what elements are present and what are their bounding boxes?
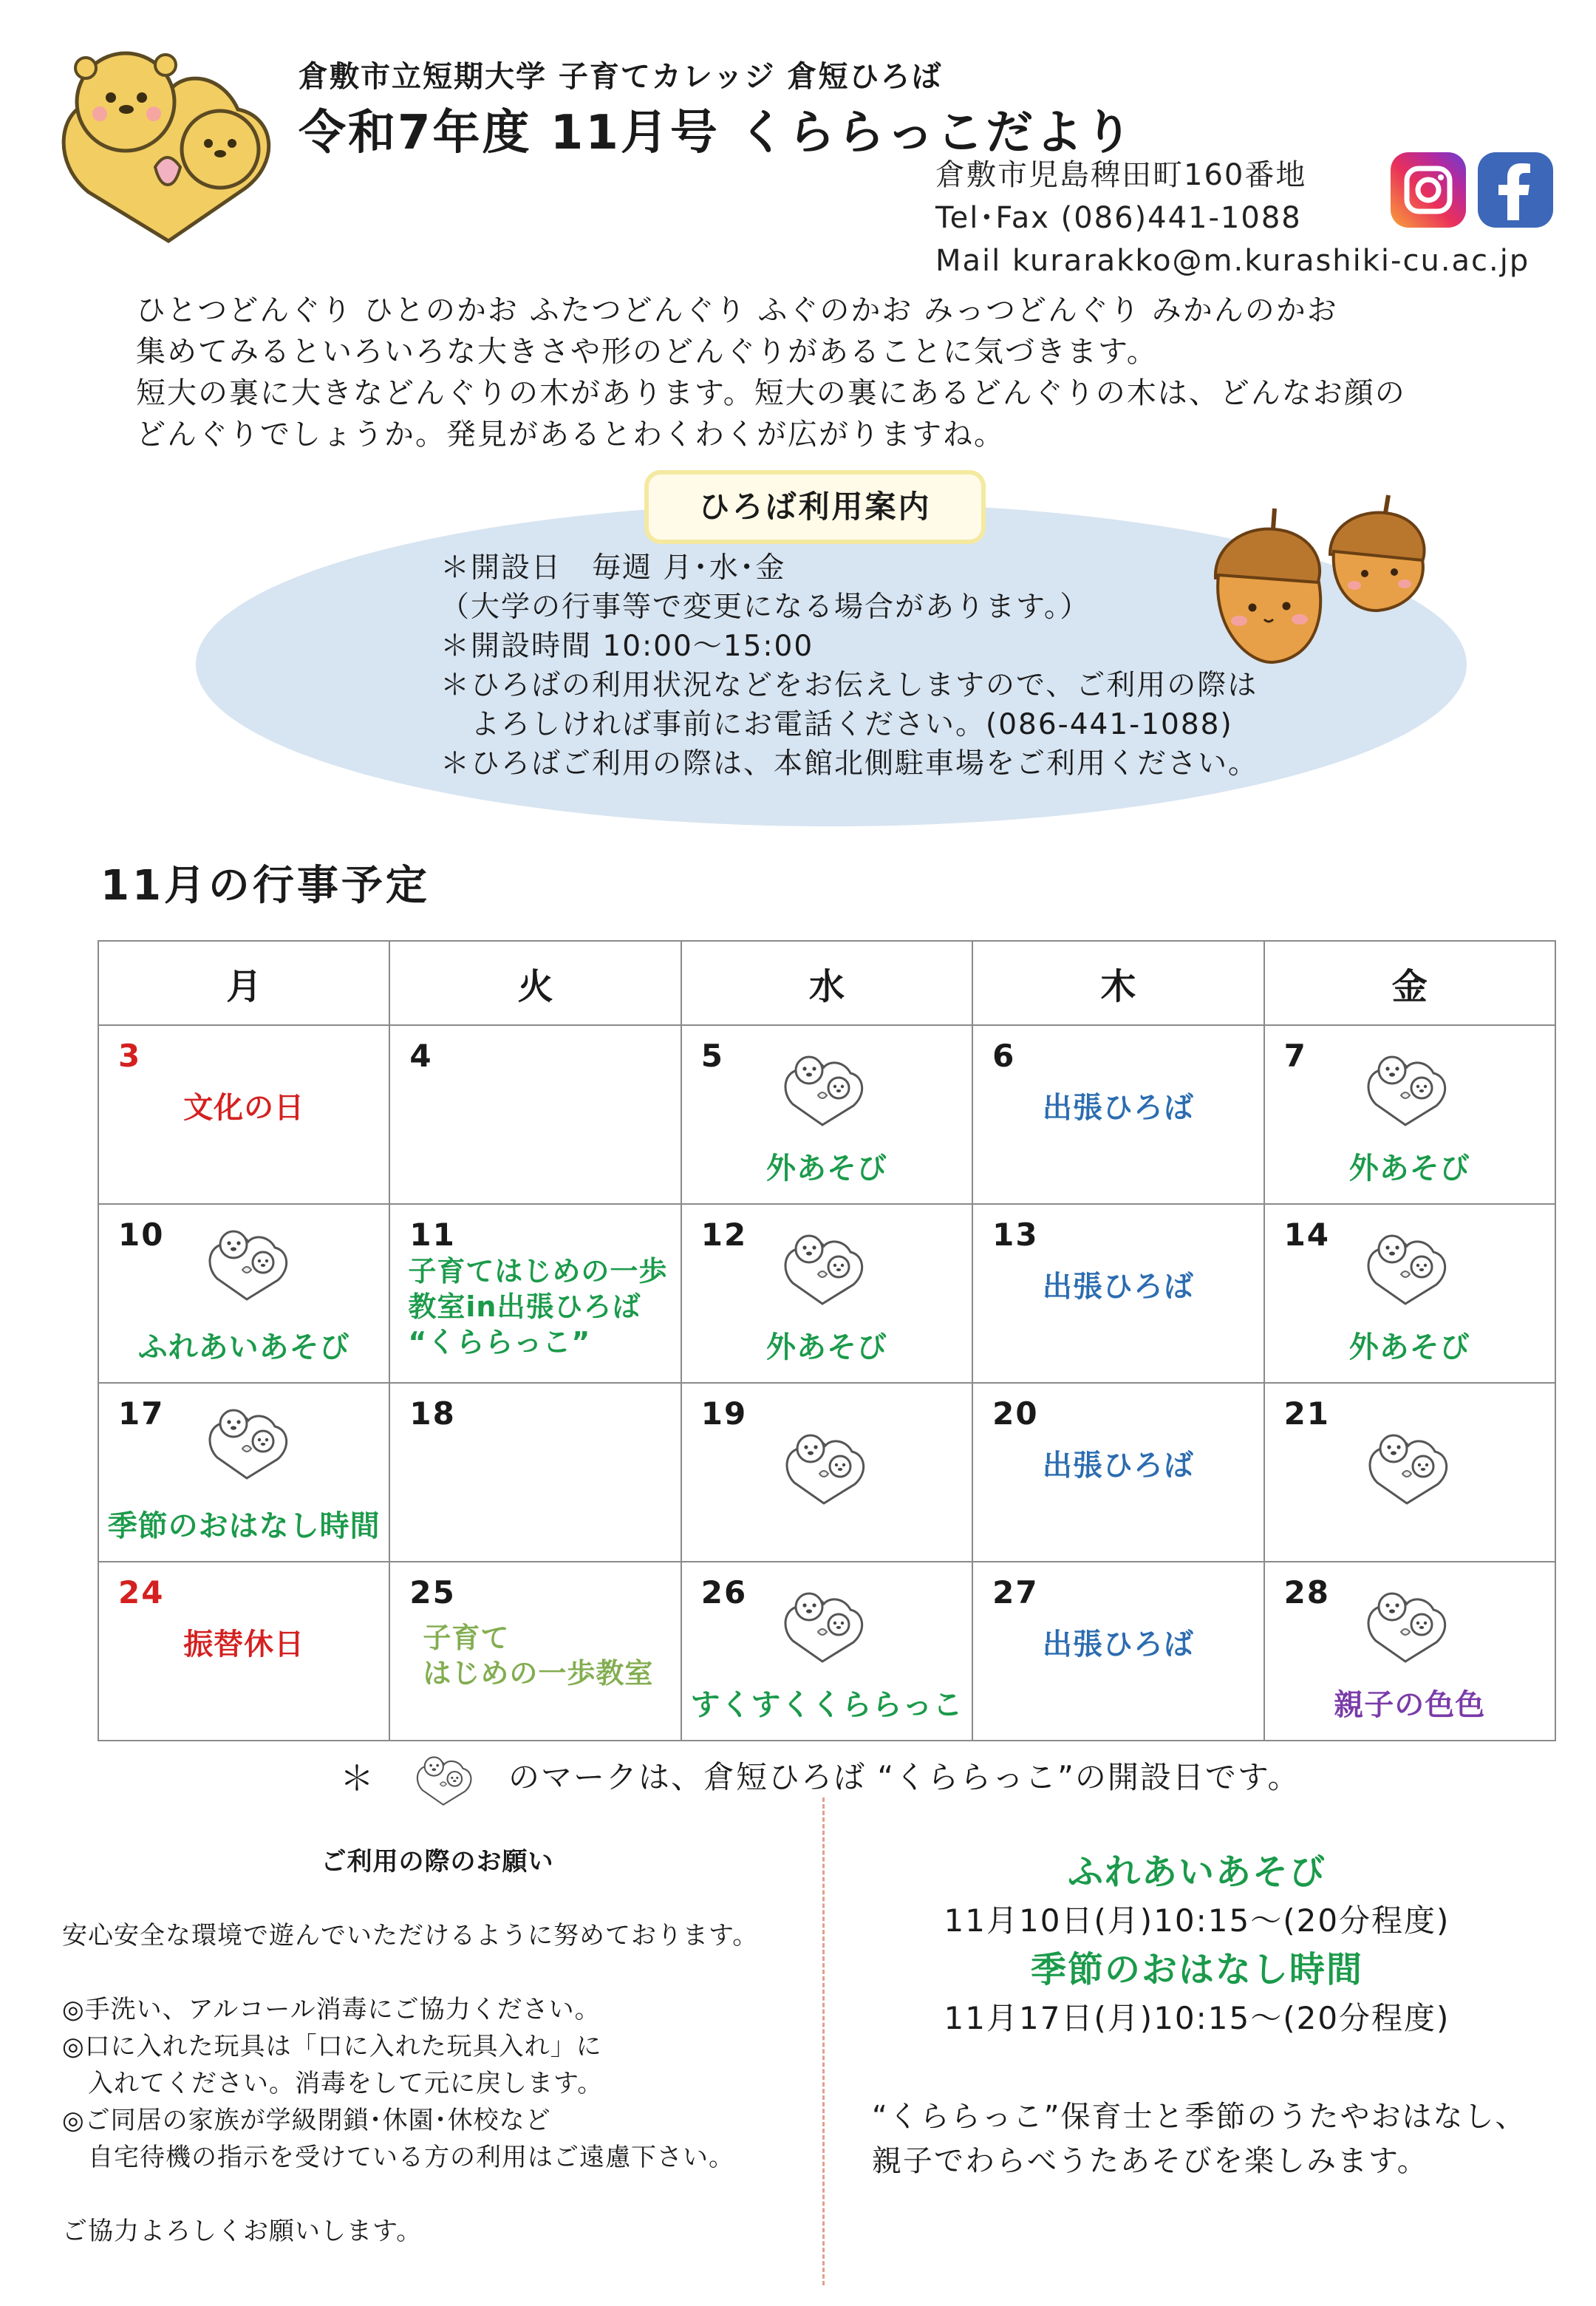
day-number: 14 bbox=[1283, 1217, 1331, 1253]
calendar-day bbox=[1264, 1562, 1555, 1741]
day-event: 文化の日 bbox=[183, 1091, 305, 1125]
event-line: はじめの一歩教室 bbox=[423, 1657, 654, 1690]
otter-mascot-logo bbox=[44, 22, 288, 244]
notice-line: ◎口に入れた玩具は「口に入れた玩具入れ」に bbox=[62, 2032, 602, 2061]
intro-line: 短大の裏に大きなどんぐりの木があります。短大の裏にあるどんぐりの木は、どんなお顔の bbox=[136, 376, 1406, 410]
open-day-mark-icon bbox=[777, 1220, 873, 1308]
day-event: 外あそび bbox=[765, 1152, 887, 1186]
calendar-week bbox=[98, 1204, 1555, 1383]
day-number: 19 bbox=[700, 1395, 748, 1432]
info-line: ＊開設時間 10:00～15:00 bbox=[440, 630, 814, 663]
calendar-day bbox=[389, 1562, 681, 1741]
notice-line: ◎手洗い、アルコール消毒にご協力ください。 bbox=[62, 1995, 601, 2024]
day-event bbox=[408, 1254, 680, 1360]
facebook-icon[interactable] bbox=[1478, 152, 1553, 228]
calendar-week bbox=[98, 1562, 1555, 1741]
schedule-title: 11月の行事予定 bbox=[100, 862, 430, 910]
calendar-day bbox=[1264, 1204, 1555, 1383]
calendar-day bbox=[1264, 1383, 1555, 1562]
legend-text: のマークは、倉短ひろば “くららっこ”の開設日です。 bbox=[508, 1759, 1300, 1795]
calendar-day bbox=[98, 1025, 389, 1204]
calendar-day bbox=[389, 1383, 681, 1562]
day-event: 出張ひろば bbox=[1042, 1270, 1194, 1304]
notice-line: ご協力よろしくお願いします。 bbox=[62, 2217, 423, 2246]
day-number: 27 bbox=[992, 1574, 1039, 1611]
weekday-header: 火 bbox=[389, 941, 681, 1025]
calendar-day bbox=[972, 1204, 1264, 1383]
weekday-header: 水 bbox=[681, 941, 972, 1025]
open-day-mark-icon bbox=[1361, 1419, 1457, 1508]
event-line: 子育てはじめの一歩 bbox=[408, 1255, 668, 1288]
info-line: （大学の行事等で変更になる場合があります。） bbox=[440, 591, 1091, 624]
day-number: 26 bbox=[700, 1574, 748, 1611]
calendar-day bbox=[972, 1562, 1264, 1741]
notice-line: ◎ご同居の家族が学級閉鎖･休園･休校など bbox=[62, 2106, 551, 2135]
open-day-mark-icon bbox=[1360, 1041, 1456, 1129]
day-number: 4 bbox=[409, 1038, 433, 1074]
weekday-header: 木 bbox=[972, 941, 1264, 1025]
calendar-day bbox=[389, 1025, 681, 1204]
calendar-day bbox=[98, 1562, 389, 1741]
tel-fax: Tel･Fax (086)441-1088 bbox=[935, 201, 1302, 235]
weekday-header: 月 bbox=[98, 941, 389, 1025]
event-details bbox=[842, 1848, 1552, 2183]
day-number: 3 bbox=[118, 1038, 142, 1074]
intro-line: ひとつどんぐり ひとのかお ふたつどんぐり ふぐのかお みっつどんぐり みかんのかお bbox=[136, 293, 1338, 327]
open-day-mark-icon bbox=[201, 1394, 297, 1483]
calendar-day bbox=[1264, 1025, 1555, 1204]
organization-name: 倉敷市立短期大学 子育てカレッジ 倉短ひろば bbox=[299, 60, 943, 94]
notice-line: 入れてください。消毒をして元に戻します。 bbox=[62, 2069, 604, 2098]
open-day-mark-icon bbox=[1360, 1220, 1456, 1308]
usage-notice bbox=[62, 1843, 801, 2250]
open-day-mark-icon bbox=[201, 1215, 297, 1304]
calendar-week bbox=[98, 1383, 1555, 1562]
day-number: 7 bbox=[1283, 1038, 1307, 1074]
day-event: すくすくくららっこ bbox=[690, 1688, 964, 1722]
event-time: 11月10日(月)10:15～(20分程度) bbox=[944, 1902, 1450, 1939]
legend-star: ＊ bbox=[340, 1758, 375, 1798]
address: 倉敷市児島稗田町160番地 bbox=[935, 158, 1307, 192]
day-event: 季節のおはなし時間 bbox=[107, 1509, 381, 1543]
day-number: 28 bbox=[1283, 1574, 1331, 1611]
day-number: 20 bbox=[992, 1395, 1039, 1432]
day-number: 18 bbox=[409, 1395, 456, 1432]
day-event: 外あそび bbox=[765, 1330, 887, 1364]
schedule-calendar bbox=[98, 940, 1556, 1741]
day-number: 13 bbox=[992, 1217, 1039, 1253]
notice-line: 安心安全な環境で遊んでいただけるように努めております。 bbox=[62, 1921, 759, 1950]
description-line: 親子でわらべうたあそびを楽しみます。 bbox=[872, 2144, 1428, 2178]
day-event: ふれあいあそび bbox=[137, 1330, 350, 1364]
event-line: 教室in出張ひろば bbox=[408, 1290, 641, 1323]
calendar-day bbox=[98, 1383, 389, 1562]
calendar-day bbox=[681, 1025, 972, 1204]
calendar-week bbox=[98, 1025, 1555, 1204]
info-line: よろしければ事前にお電話ください。(086-441-1088) bbox=[440, 708, 1233, 741]
day-event: 親子の色色 bbox=[1334, 1688, 1486, 1722]
description-line: “くららっこ”保育士と季節のうたやおはなし、 bbox=[872, 2100, 1527, 2134]
day-event: 振替休日 bbox=[183, 1628, 305, 1662]
calendar-day bbox=[389, 1204, 681, 1383]
info-line: ＊開設日 毎週 月･水･金 bbox=[440, 551, 786, 585]
intro-text bbox=[136, 290, 1406, 455]
day-event: 外あそび bbox=[1348, 1152, 1470, 1186]
day-number: 12 bbox=[700, 1217, 748, 1253]
open-day-mark-icon bbox=[778, 1419, 874, 1508]
day-number: 6 bbox=[992, 1038, 1016, 1074]
day-number: 24 bbox=[118, 1574, 165, 1611]
calendar-day bbox=[681, 1204, 972, 1383]
calendar-day bbox=[98, 1204, 389, 1383]
day-number: 21 bbox=[1283, 1395, 1331, 1432]
open-day-mark-icon bbox=[1360, 1577, 1456, 1666]
open-day-mark-icon bbox=[408, 1746, 482, 1808]
event-line: 子育て bbox=[423, 1622, 510, 1654]
calendar-day bbox=[681, 1562, 972, 1741]
acorn-illustration bbox=[1201, 480, 1445, 680]
calendar-day bbox=[972, 1383, 1264, 1562]
info-heading: ひろば利用案内 bbox=[644, 470, 986, 544]
info-line: ＊ひろばご利用の際は、本館北側駐車場をご利用ください。 bbox=[440, 747, 1259, 780]
day-number: 25 bbox=[409, 1574, 456, 1611]
day-event: 出張ひろば bbox=[1042, 1628, 1194, 1662]
event-title: 季節のおはなし時間 bbox=[1030, 1949, 1363, 1990]
open-day-mark-icon bbox=[777, 1577, 873, 1666]
day-event: 出張ひろば bbox=[1042, 1091, 1194, 1125]
intro-line: どんぐりでしょうか。発見があるとわくわくが広がりますね。 bbox=[136, 418, 1005, 452]
event-line: “くららっこ” bbox=[408, 1326, 591, 1358]
notice-line: 自宅待機の指示を受けている方の利用はご遠慮下さい。 bbox=[62, 2143, 734, 2172]
info-lines bbox=[440, 548, 1258, 783]
day-event bbox=[423, 1620, 680, 1691]
section-divider bbox=[822, 1797, 825, 2285]
weekday-header: 金 bbox=[1264, 941, 1555, 1025]
event-title: ふれあいあそび bbox=[1067, 1851, 1326, 1893]
intro-line: 集めてみるといろいろな大きさや形のどんぐりがあることに気づきます。 bbox=[136, 335, 1158, 369]
day-number: 11 bbox=[409, 1217, 456, 1253]
notice-heading: ご利用の際のお願い bbox=[321, 1847, 554, 1877]
day-event: 出張ひろば bbox=[1042, 1449, 1194, 1483]
email[interactable]: Mail kurarakko@m.kurashiki-cu.ac.jp bbox=[935, 244, 1530, 278]
instagram-icon[interactable] bbox=[1391, 152, 1466, 228]
open-day-mark-icon bbox=[777, 1041, 873, 1129]
day-number: 17 bbox=[118, 1395, 165, 1432]
info-line: ＊ひろばの利用状況などをお伝えしますので、ご利用の際は bbox=[440, 669, 1258, 702]
newsletter-title: 令和7年度 11月号 くららっこだより bbox=[299, 106, 1135, 160]
event-description bbox=[842, 2095, 1552, 2183]
day-event: 外あそび bbox=[1348, 1330, 1470, 1364]
calendar-day bbox=[972, 1025, 1264, 1204]
calendar-day bbox=[681, 1383, 972, 1562]
event-time: 11月17日(月)10:15～(20分程度) bbox=[944, 2000, 1450, 2036]
day-number: 10 bbox=[118, 1217, 165, 1253]
day-number: 5 bbox=[700, 1038, 725, 1074]
